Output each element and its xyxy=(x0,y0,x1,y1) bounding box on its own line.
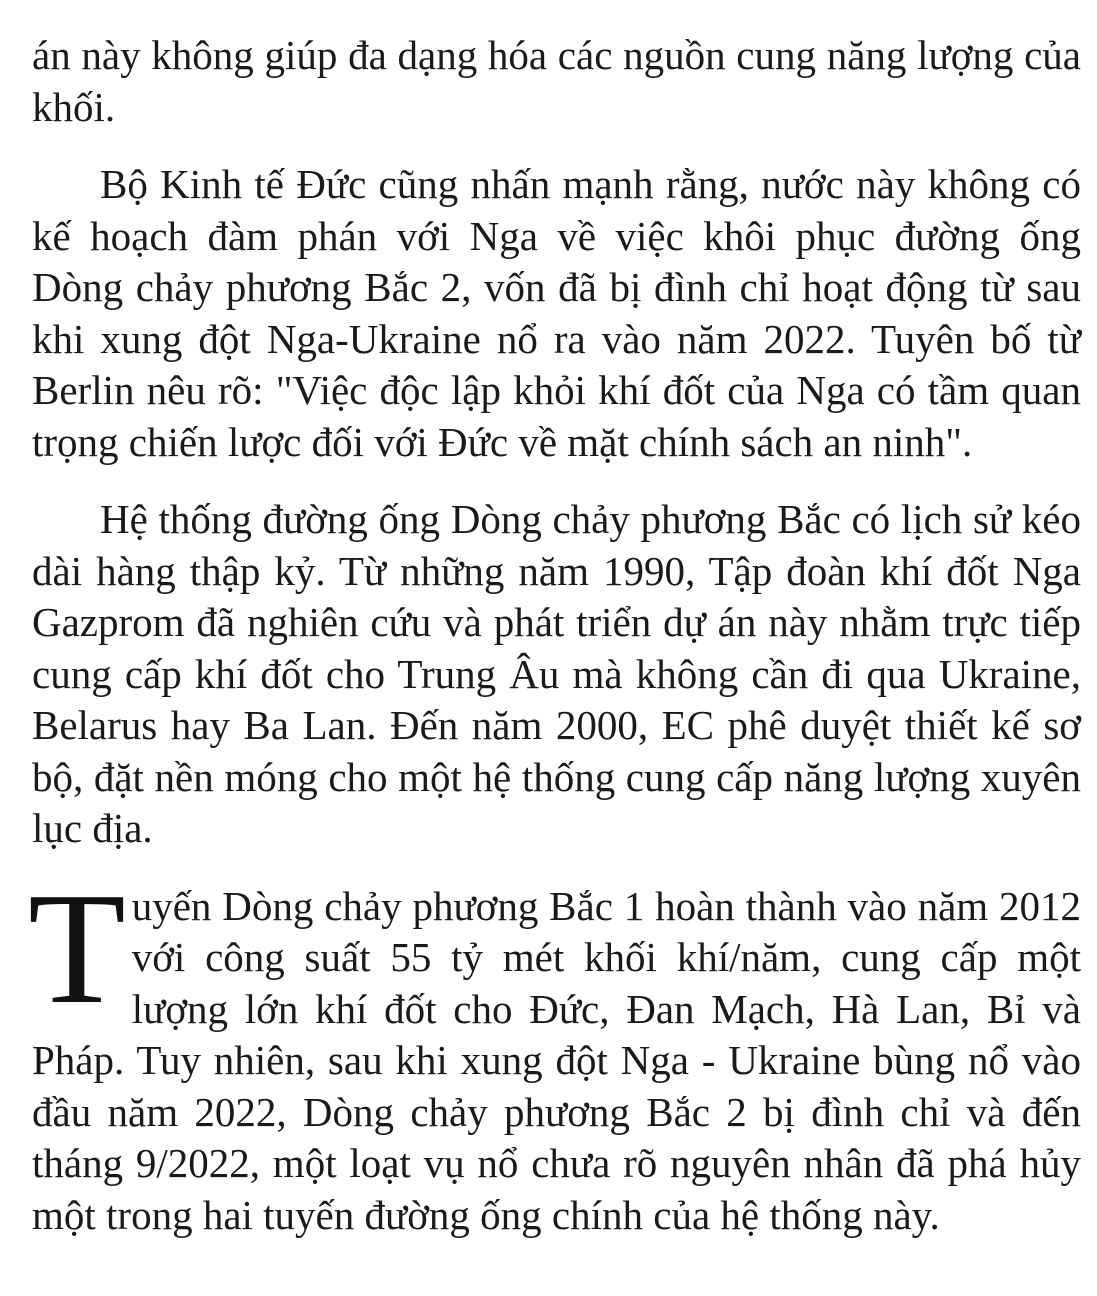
article-paragraph-nord-stream-1 xyxy=(28,858,1081,1242)
drop-cap-letter: T xyxy=(28,858,126,1037)
article-paragraph-continued: án này không giúp đa dạng hóa các nguồn cung năng lượng của khối. xyxy=(32,32,1081,130)
article-paragraph-body: uyến Dòng chảy phương Bắc 1 hoàn thành vào năm 2012 với công suất 55 tỷ mét khối khí/năm, cung cấp một lượng lớn khí đốt cho Đức, Đan Mạch, Hà Lan, Bỉ và Pháp. Tuy nhiên, sau khi xung đột Nga - Ukraine bùng nổ vào đầu năm 2022, Dòng chảy phương Bắc 2 bị đình chỉ và đến tháng 9/2022, một loạt vụ nổ chưa rõ nguyên nhân đã phá hủy một trong hai tuyến đường ống chính của hệ thống này. xyxy=(32,882,1081,1238)
article-paragraph-ministry-statement: Bộ Kinh tế Đức cũng nhấn mạnh rằng, nước này không có kế hoạch đàm phán với Nga về việc khôi phục đường ống Dòng chảy phương Bắc 2, vốn đã bị đình chỉ hoạt động từ sau khi xung đột Nga-Ukraine nổ ra vào năm 2022. Tuyên bố từ Berlin nêu rõ: "Việc độc lập khỏi khí đốt của Nga có tầm quan trọng chiến lược đối với Đức về mặt chính sách an ninh". xyxy=(32,161,1081,465)
article-paragraph-pipeline-history: Hệ thống đường ống Dòng chảy phương Bắc có lịch sử kéo dài hàng thập kỷ. Từ những năm 1990, Tập đoàn khí đốt Nga Gazprom đã nghiên cứu và phát triển dự án này nhằm trực tiếp cung cấp khí đốt cho Trung Âu mà không cần đi qua Ukraine, Belarus hay Ba Lan. Đến năm 2000, EC phê duyệt thiết kế sơ bộ, đặt nền móng cho một hệ thống cung cấp năng lượng xuyên lục địa. xyxy=(32,496,1081,851)
